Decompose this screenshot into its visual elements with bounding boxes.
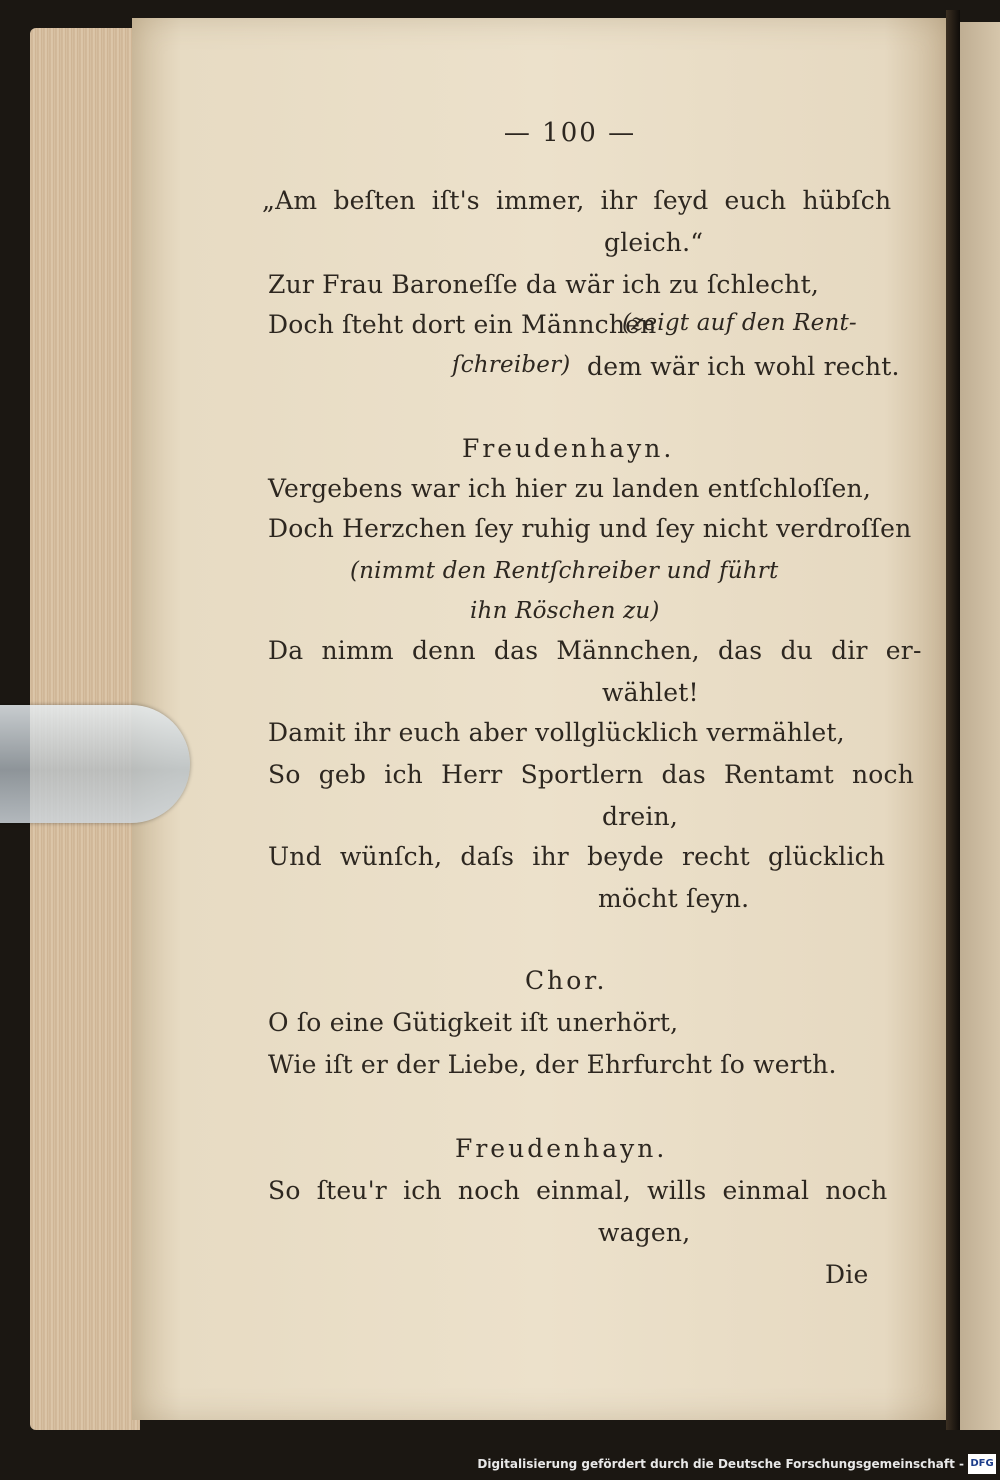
text-line: möcht ſeyn. (598, 884, 750, 913)
text-line: Vergebens war ich hier zu landen entſchloſſen, (268, 474, 871, 503)
stage-direction: ſchreiber) (452, 352, 571, 378)
dfg-logo: DFG (968, 1454, 996, 1474)
catchword: Die (825, 1260, 869, 1289)
text-line: Wie iſt er der Liebe, der Ehrfurcht ſo werth. (268, 1050, 837, 1079)
text-line: drein, (602, 802, 678, 831)
text-line: O ſo eine Gütigkeit iſt unerhört, (268, 1008, 679, 1037)
text-line: Und wünſch, daſs ihr beyde recht glücklich (268, 842, 886, 871)
footer-credit: Digitalisierung gefördert durch die Deutsche Forschungsgemeinschaft - (477, 1457, 964, 1471)
facing-page-edge (960, 22, 1000, 1430)
page-clip (0, 705, 190, 823)
text-line: gleich.“ (604, 228, 704, 257)
speaker-name: Freudenhayn. (462, 434, 675, 463)
text-line: wählet! (602, 678, 699, 707)
text-line: So geb ich Herr Sportlern das Rentamt noch (268, 760, 915, 789)
speaker-name: Freudenhayn. (455, 1134, 668, 1163)
text-line: wagen, (598, 1218, 691, 1247)
stage-direction: (nimmt den Rentſchreiber und führt (350, 558, 779, 584)
text-line: Zur Frau Baroneſſe da wär ich zu ſchlecht, (268, 270, 820, 299)
page-number: — 100 — (503, 118, 637, 148)
text-line: So ſteu'r ich noch einmal, wills einmal noch (268, 1176, 888, 1205)
text-line: dem wär ich wohl recht. (587, 352, 900, 381)
text-line: Damit ihr euch aber vollglücklich vermählet, (268, 718, 845, 747)
speaker-name: Chor. (525, 966, 608, 995)
text-line: „Am beſten iſt's immer, ihr ſeyd euch hübſch (262, 186, 892, 215)
book-gutter (946, 10, 960, 1430)
text-line: Doch Herzchen ſey ruhig und ſey nicht verdroſſen (268, 514, 912, 543)
stage-direction: ihn Röschen zu) (470, 598, 660, 624)
text-line: Da nimm denn das Männchen, das du dir er- (268, 636, 922, 665)
stage-direction: (zeigt auf den Rent- (622, 310, 857, 336)
text-line: Doch ſteht dort ein Männchen (268, 310, 657, 339)
